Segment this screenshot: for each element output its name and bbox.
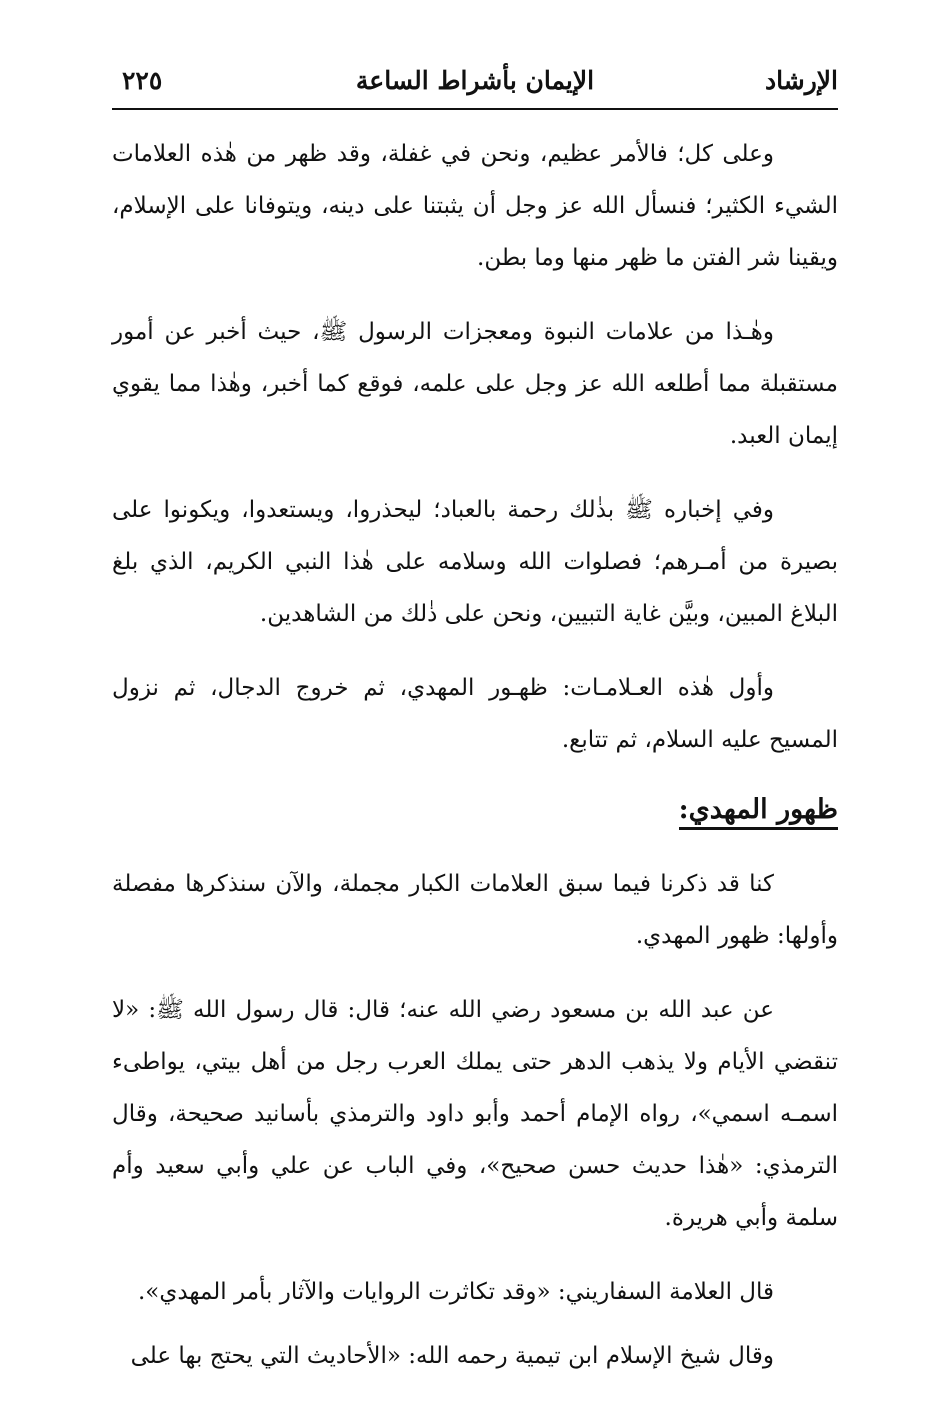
paragraph: وفي إخباره ﷺ بذٰلك رحمة بالعباد؛ ليحذروا، ويستعدوا، ويكونوا على بصيرة من أمـرهم؛ فصلوات الله وسلامه على هٰذا النبي الكريم، الذي بلغ البلاغ المبين، وبيَّن غاية التبيين، ونحن على ذٰلك من الشاهدين. xyxy=(112,497,838,627)
book-name: الإرشاد xyxy=(765,66,838,95)
paragraph: قال العلامة السفاريني: «وقد تكاثرت الروايات والآثار بأمر المهدي». xyxy=(137,1279,774,1305)
paragraph: وعلى كل؛ فالأمر عظيم، ونحن في غفلة، وقد ظهر من هٰذه العلامات الشيء الكثير؛ فنسأل الله عز وجل أن يثبتنا على دينه، ويتوفانا على الإسلام، ويقينا شر الفتن ما ظهر منها وما بطن. xyxy=(112,141,838,271)
section-heading-text: ظهور المهدي: xyxy=(679,794,838,830)
section-heading xyxy=(112,788,838,832)
running-header xyxy=(112,60,838,110)
paragraph: وأول هٰذه العـلامـات: ظهـور المهدي، ثم خروج الدجال، ثم نزول المسيح عليه السلام، ثم تتابع. xyxy=(112,675,838,753)
paragraph: وقال شيخ الإسلام ابن تيمية رحمه الله: «الأحاديث التي يحتج بها على xyxy=(130,1343,774,1369)
paragraph: وهٰـذا من علامات النبوة ومعجزات الرسول ﷺ، حيث أخبر عن أمور مستقبلة مما أطلعه الله عز وجل على علمه، فوقع كما أخبر، وهٰذا مما يقوي إيمان العبد. xyxy=(112,319,838,449)
chapter-title: الإيمان بأشراط الساعة xyxy=(355,66,595,95)
body-text xyxy=(112,128,838,1382)
page-number: ٢٢٥ xyxy=(122,66,163,95)
paragraph: عن عبد الله بن مسعود رضي الله عنه؛ قال: قال رسول الله ﷺ: «لا تنقضي الأيام ولا يذهب الدهر حتى يملك العرب رجل من أهل بيتي، يواطىء اسمـه اسمي»، رواه الإمام أحمد وأبو داود والترمذي بأسانيد صحيحة، وقال الترمذي: «هٰذا حديث حسن صحيح»، وفي الباب عن علي وأبي سعيد وأم سلمة وأبي هريرة. xyxy=(112,997,838,1231)
book-page xyxy=(112,60,838,1404)
paragraph: كنا قد ذكرنا فيما سبق العلامات الكبار مجملة، والآن سنذكرها مفصلة وأولها: ظهور المهدي. xyxy=(112,871,838,949)
